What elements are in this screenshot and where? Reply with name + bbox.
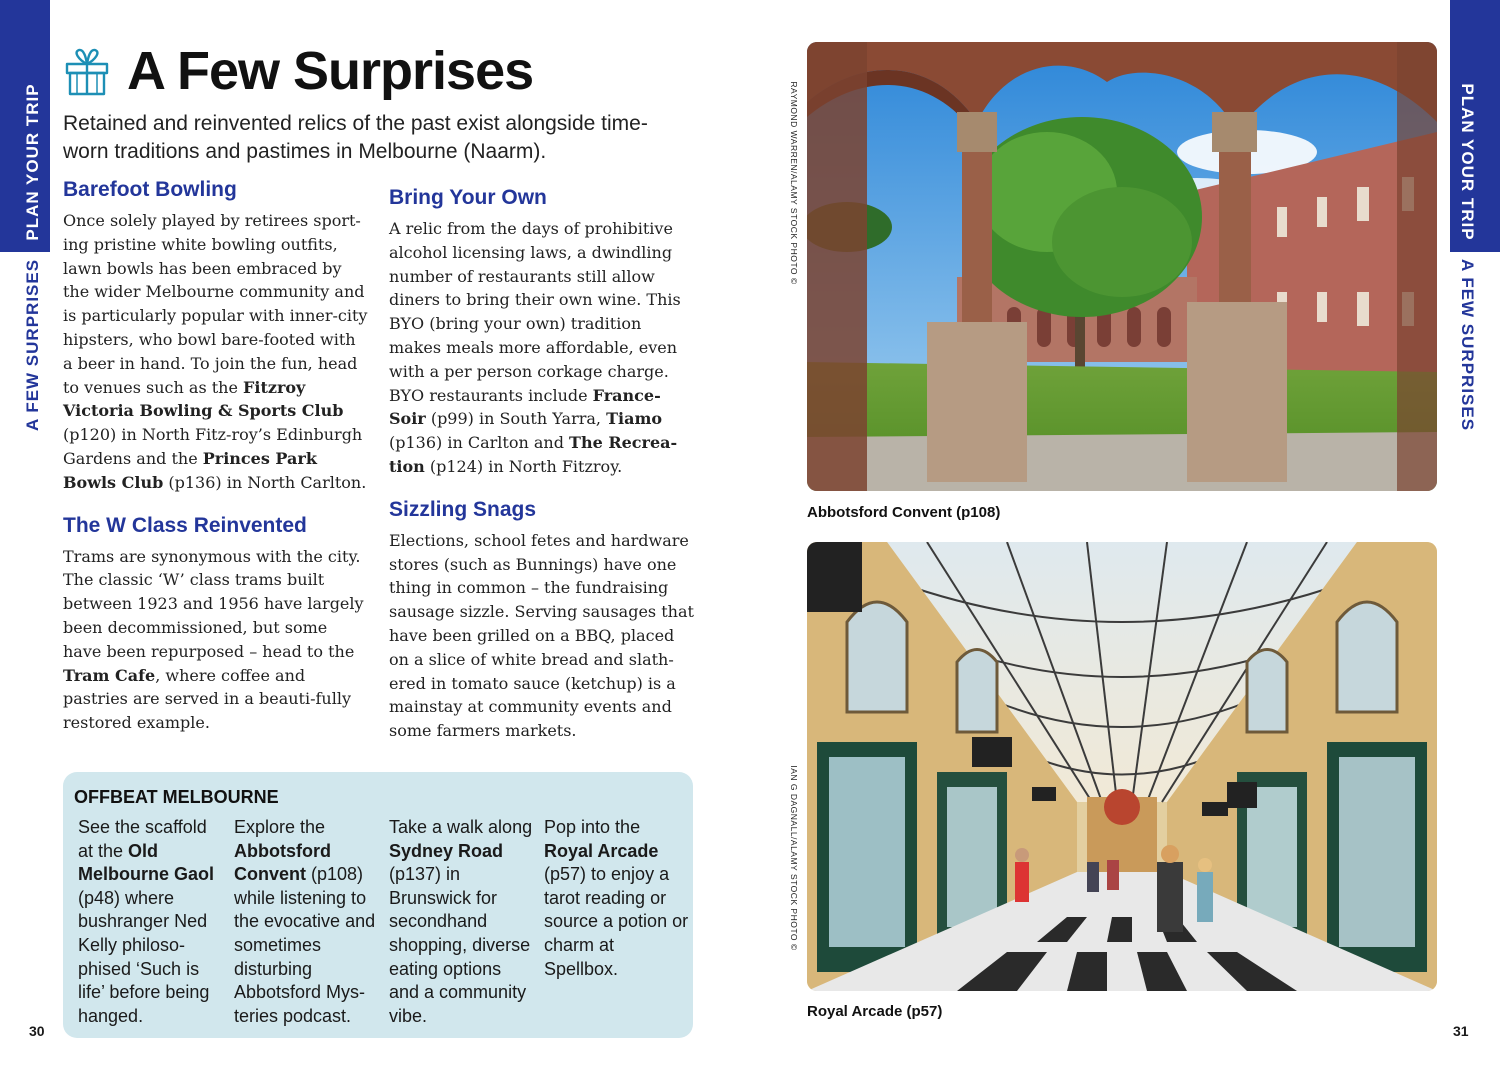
section-heading: Sizzling Snags	[389, 497, 537, 521]
arcade-photo-image	[807, 542, 1437, 991]
section-label-left: PLAN YOUR TRIP	[23, 83, 42, 241]
offbeat-place: Royal Arcade	[544, 840, 659, 861]
section-sizzling-snags	[389, 497, 695, 743]
body-text: Once solely played by retirees sport-ing pristine white bowling outfits, lawn bowls has been embraced by the wider Melbourne community and is particularly popular with inner-city hipsters, who bowl bare-footed with a beer in hand. To join the fun, head to venues such as the	[63, 211, 368, 397]
offbeat-place: Old Melbourne Gaol	[78, 840, 215, 885]
subsection-label-left: A FEW SURPRISES	[23, 258, 42, 432]
section-barefoot-bowling	[63, 177, 369, 495]
venue-name: Fitzroy Victoria Bowling & Sports Club	[63, 377, 344, 421]
offbeat-title: OFFBEAT MELBOURNE	[74, 787, 279, 807]
offbeat-item	[78, 816, 223, 1028]
intro-paragraph: Retained and reinvented relics of the past exist alongside time-worn traditions and pastimes in Melbourne (Naarm).	[63, 112, 648, 163]
venue-name: Tiamo	[606, 409, 663, 429]
offbeat-text: Pop into the	[544, 817, 641, 837]
section-heading: Bring Your Own	[389, 186, 547, 209]
section-body	[63, 209, 369, 495]
photo-royal-arcade	[807, 542, 1437, 991]
subsection-label-right: A FEW SURPRISES	[1458, 258, 1477, 432]
offbeat-item	[234, 816, 379, 1028]
section-body: Elections, school fetes and hardware stores (such as Bunnings) have one thing in common – the fundraising sausage sizzle. Serving sausages that have been grilled on a BBQ, placed on a slice of white bread and slath-ered in tomato sauce (ketchup) is a mainstay at community events and some farmers markets.	[389, 530, 694, 741]
body-text: (p99) in South Yarra,	[425, 409, 607, 429]
offbeat-text: (p48) where bushranger Ned Kelly philoso-phised ‘Such is life’ before being hanged.	[78, 887, 210, 1026]
offbeat-place: Sydney Road	[389, 840, 504, 861]
offbeat-text: (p137) in Brunswick for secondhand shopping, diverse eating options and a community vibe.	[389, 864, 531, 1026]
body-text: (p136) in North Carlton.	[163, 472, 367, 492]
column-right	[389, 185, 695, 761]
offbeat-text: See the scaffold at the	[78, 817, 207, 861]
photo-caption-bottom: Royal Arcade (p57)	[807, 1003, 943, 1020]
offbeat-item	[389, 816, 534, 1028]
offbeat-text: (p108) while listening to the evocative and sometimes disturbing Abbotsford Mys-teries podcast.	[234, 864, 376, 1026]
offbeat-place: Abbotsford Convent	[234, 840, 331, 885]
section-heading: The W Class Reinvented	[63, 513, 307, 537]
photo-abbotsford-convent	[807, 42, 1437, 491]
photo-credit-bottom: IAN G DAGNALL/ALAMY STOCK PHOTO ©	[789, 765, 799, 951]
offbeat-text: Take a walk along	[389, 817, 533, 837]
photo-credit-top: RAYMOND WARREN/ALAMY STOCK PHOTO ©	[789, 81, 799, 285]
section-byo	[389, 185, 695, 479]
venue-name: Tram Cafe	[63, 665, 156, 685]
offbeat-text: Explore the	[234, 817, 326, 837]
body-text: (p136) in Carlton and	[389, 433, 570, 453]
venue-name: Princes Park Bowls Club	[63, 448, 317, 492]
body-text: Trams are synonymous with the city. The classic ‘W’ class trams built between 1923 and 1956 have largely been decommissioned, but some have been repurposed – head to the	[63, 546, 364, 661]
body-text: A relic from the days of prohibitive alcohol licensing laws, a dwindling number of restaurants still allow diners to bring their own wine. This BYO (bring your own) tradition makes meals more affordable, even with a per person corkage charge. BYO restaurants include	[389, 219, 681, 405]
offbeat-box	[63, 772, 693, 1038]
venue-name: The Recrea-tion	[389, 433, 678, 476]
section-body	[389, 217, 695, 479]
title-block	[63, 40, 533, 102]
photo-caption-top: Abbotsford Convent (p108)	[807, 504, 1001, 521]
page-number-left: 30	[29, 1023, 45, 1039]
section-w-class	[63, 513, 369, 735]
offbeat-item	[544, 816, 689, 981]
section-label-right: PLAN YOUR TRIP	[1458, 83, 1477, 241]
gift-icon	[63, 46, 111, 96]
body-text: , where coffee and pastries are served in a beauti-fully restored example.	[63, 665, 351, 733]
convent-photo-image	[807, 42, 1437, 491]
body-text: (p124) in North Fitzroy.	[424, 456, 623, 476]
offbeat-text: (p57) to enjoy a tarot reading or source a potion or charm at Spellbox.	[544, 864, 689, 979]
section-body	[63, 545, 369, 735]
section-heading: Barefoot Bowling	[63, 178, 237, 201]
body-text: (p120) in North Fitz-roy’s Edinburgh Gardens and the	[63, 425, 363, 468]
column-left	[63, 177, 369, 753]
page-number-right: 31	[1453, 1023, 1469, 1039]
page-title: A Few Surprises	[127, 41, 534, 101]
venue-name: France-Soir	[389, 385, 661, 429]
